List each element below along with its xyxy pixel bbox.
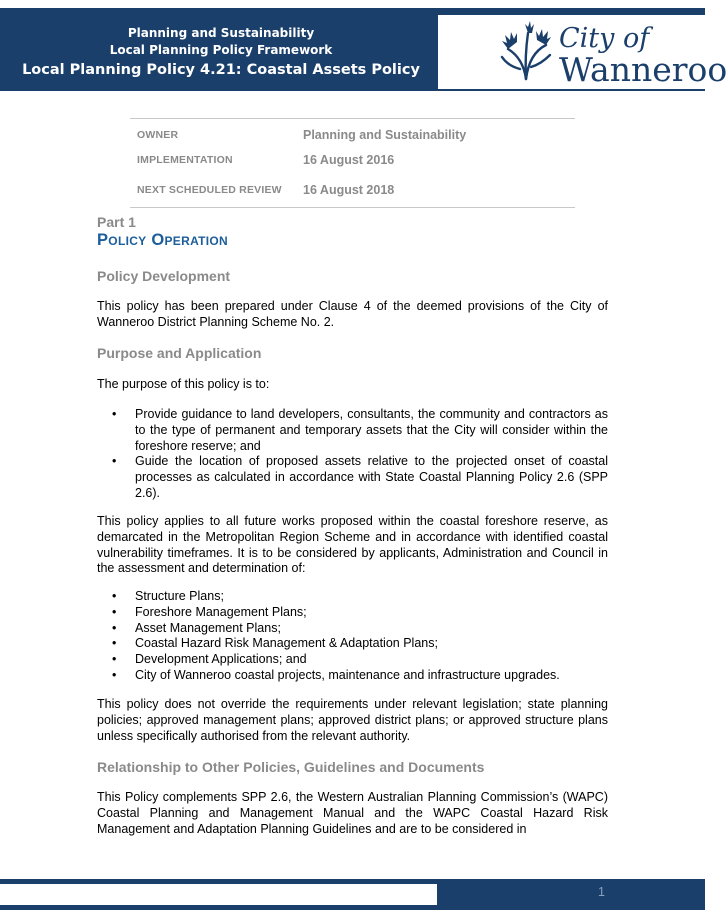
header-framework: Local Planning Policy Framework (109, 43, 333, 57)
paragraph-override: This policy does not override the requirements under relevant legislation; state planning policies; approved management plans; approved district plans; or approved structure plans unless specifically authorised from the relevant authority. (97, 697, 608, 743)
application-bullet-list (97, 589, 608, 684)
meta-value: 16 August 2016 (303, 153, 395, 167)
meta-row-implementation (130, 153, 575, 179)
meta-row-review (130, 179, 575, 207)
logo-wanneroo: Wanneroo (559, 50, 727, 89)
meta-label: OWNER (137, 129, 179, 141)
policy-metadata-table (130, 118, 575, 208)
section-heading-purpose: Purpose and Application (97, 345, 262, 361)
list-item: • Asset Management Plans; (97, 621, 608, 637)
paragraph-policy-development: This policy has been prepared under Clause 4 of the deemed provisions of the City of Wanneroo District Planning Scheme No. 2. (97, 299, 608, 329)
header-titles (0, 25, 442, 82)
logo-city-of: City of (559, 23, 650, 54)
logo-wordmark (559, 23, 727, 89)
part-title: Policy Operation (97, 231, 229, 249)
divider (130, 118, 575, 119)
meta-row-owner (130, 127, 575, 153)
meta-label: NEXT SCHEDULED REVIEW (137, 184, 282, 196)
page-footer (0, 879, 705, 910)
part-label: Part 1 (97, 214, 136, 230)
meta-value: Planning and Sustainability (303, 128, 467, 142)
paragraph-purpose-intro: The purpose of this policy is to: (97, 377, 270, 391)
footer-white-band (0, 884, 437, 905)
section-heading-policy-development: Policy Development (97, 268, 231, 284)
page-number: 1 (598, 885, 605, 899)
list-item: • Foreshore Management Plans; (97, 605, 608, 621)
divider (130, 207, 575, 208)
header-department: Planning and Sustainability (127, 26, 315, 40)
list-item: • Provide guidance to land developers, consultants, the community and contractors as to the type of permanent and temporary assets that the City will consider within the foreshore reserve; and (97, 407, 608, 454)
page-header (0, 8, 727, 91)
paragraph-relationship: This Policy complements SPP 2.6, the Western Australian Planning Commission’s (WAPC) Coastal Planning and Management Manual and the WAPC Coastal Hazard Risk Management and Adaptation Planning Guidelines and are to be considered in (97, 790, 608, 836)
meta-value: 16 August 2018 (303, 183, 395, 197)
header-policy-title: Local Planning Policy 4.21: Coastal Assets Policy (22, 62, 420, 78)
list-item: • Guide the location of proposed assets relative to the projected onset of coastal processes as calculated in accordance with State Coastal Planning Policy 2.6 (SPP 2.6). (97, 454, 608, 501)
meta-label: IMPLEMENTATION (137, 154, 233, 166)
list-item: • Structure Plans; (97, 589, 608, 605)
paragraph-application: This policy applies to all future works proposed within the coastal foreshore reserve, as demarcated in the Metropolitan Region Scheme and in accordance with identified coastal vulnerability timeframes. It is to be considered by applicants, Administration and Council in the assessment and determination of: (97, 514, 608, 576)
list-item: • City of Wanneroo coastal projects, maintenance and infrastructure upgrades. (97, 668, 608, 684)
list-item: • Coastal Hazard Risk Management & Adaptation Plans; (97, 636, 608, 652)
section-heading-relationship: Relationship to Other Policies, Guidelines and Documents (97, 759, 485, 775)
purpose-bullet-list (97, 407, 608, 502)
kangaroo-paw-flower-icon (498, 21, 554, 81)
city-logo (438, 15, 727, 89)
list-item: • Development Applications; and (97, 652, 608, 668)
